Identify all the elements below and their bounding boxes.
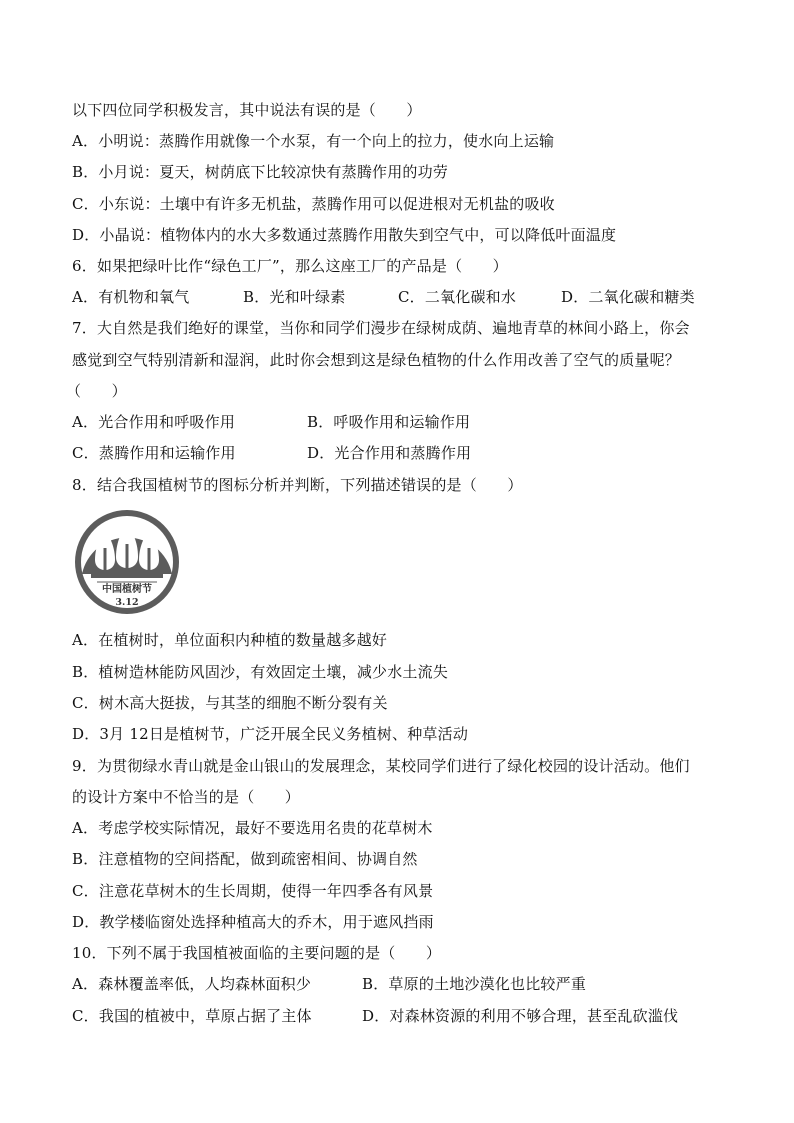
q7-option-b: B．呼吸作用和运输作用 bbox=[307, 413, 471, 431]
q7-option-c: C．蒸腾作用和运输作用 bbox=[72, 444, 236, 462]
q9-stem-line-1: 9．为贯彻绿水青山就是金山银山的发展理念，某校同学们进行了绿化校园的设计活动。他们 bbox=[72, 757, 690, 775]
logo-date: 3.12 bbox=[115, 597, 139, 608]
q7-stem-line-2: 感觉到空气特别清新和湿润，此时你会想到这是绿色植物的什么作用改善了空气的质量呢？ bbox=[72, 351, 681, 369]
q8-option-c: C．树木高大挺拔，与其茎的细胞不断分裂有关 bbox=[72, 694, 388, 712]
q10-option-b: B．草原的土地沙漠化也比较严重 bbox=[362, 975, 587, 993]
q6-stem: 6．如果把绿叶比作“绿色工厂”，那么这座工厂的产品是（ ） bbox=[72, 257, 508, 275]
q6-option-d: D．二氧化碳和糖类 bbox=[561, 288, 695, 306]
q9-stem-line-2: 的设计方案中不恰当的是（ ） bbox=[72, 788, 301, 806]
q7-stem-line-3: （ ） bbox=[66, 382, 127, 400]
q7-option-d: D．光合作用和蒸腾作用 bbox=[307, 444, 472, 462]
q5-stem: 以下四位同学积极发言，其中说法有误的是（ ） bbox=[72, 101, 422, 119]
q8-option-b: B．植树造林能防风固沙，有效固定土壤，减少水土流失 bbox=[72, 663, 449, 681]
q9-option-a: A．考虑学校实际情况，最好不要选用名贵的花草树木 bbox=[72, 819, 433, 837]
q8-option-d: D．3月 12日是植树节，广泛开展全民义务植树、种草活动 bbox=[72, 725, 469, 743]
q9-option-c: C．注意花草树木的生长周期，使得一年四季各有风景 bbox=[72, 882, 434, 900]
arbor-day-logo bbox=[73, 508, 181, 616]
q9-option-d: D．教学楼临窗处选择种植高大的乔木，用于遮风挡雨 bbox=[72, 913, 434, 931]
q10-option-c: C．我国的植被中，草原占据了主体 bbox=[72, 1007, 312, 1025]
q6-option-b: B．光和叶绿素 bbox=[243, 288, 346, 306]
q9-option-b: B．注意植物的空间搭配，做到疏密相间、协调自然 bbox=[72, 850, 418, 868]
q10-option-d: D．对森林资源的利用不够合理，甚至乱砍滥伐 bbox=[362, 1007, 679, 1025]
q5-option-a: A．小明说：蒸腾作用就像一个水泵，有一个向上的拉力，使水向上运输 bbox=[72, 132, 555, 150]
q7-stem-line-1: 7．大自然是我们绝好的课堂，当你和同学们漫步在绿树成荫、遍地青草的林间小路上，你会 bbox=[72, 319, 690, 337]
q8-stem: 8．结合我国植树节的图标分析并判断，下列描述错误的是（ ） bbox=[72, 476, 523, 494]
q5-option-d: D．小晶说：植物体内的水大多数通过蒸腾作用散失到空气中，可以降低叶面温度 bbox=[72, 226, 617, 244]
q7-option-a: A．光合作用和呼吸作用 bbox=[72, 413, 236, 431]
q6-option-c: C．二氧化碳和水 bbox=[398, 288, 517, 306]
q10-stem: 10．下列不属于我国植被面临的主要问题的是（ ） bbox=[72, 944, 442, 962]
q8-option-a: A．在植树时，单位面积内种植的数量越多越好 bbox=[72, 631, 388, 649]
q10-option-a: A．森林覆盖率低，人均森林面积少 bbox=[72, 975, 312, 993]
q5-option-b: B．小月说：夏天，树荫底下比较凉快有蒸腾作用的功劳 bbox=[72, 163, 449, 181]
q5-option-c: C．小东说：土壤中有许多无机盐，蒸腾作用可以促进根对无机盐的吸收 bbox=[72, 195, 555, 213]
q6-option-a: A．有机物和氧气 bbox=[72, 288, 190, 306]
logo-title: 中国植树节 bbox=[102, 584, 152, 595]
